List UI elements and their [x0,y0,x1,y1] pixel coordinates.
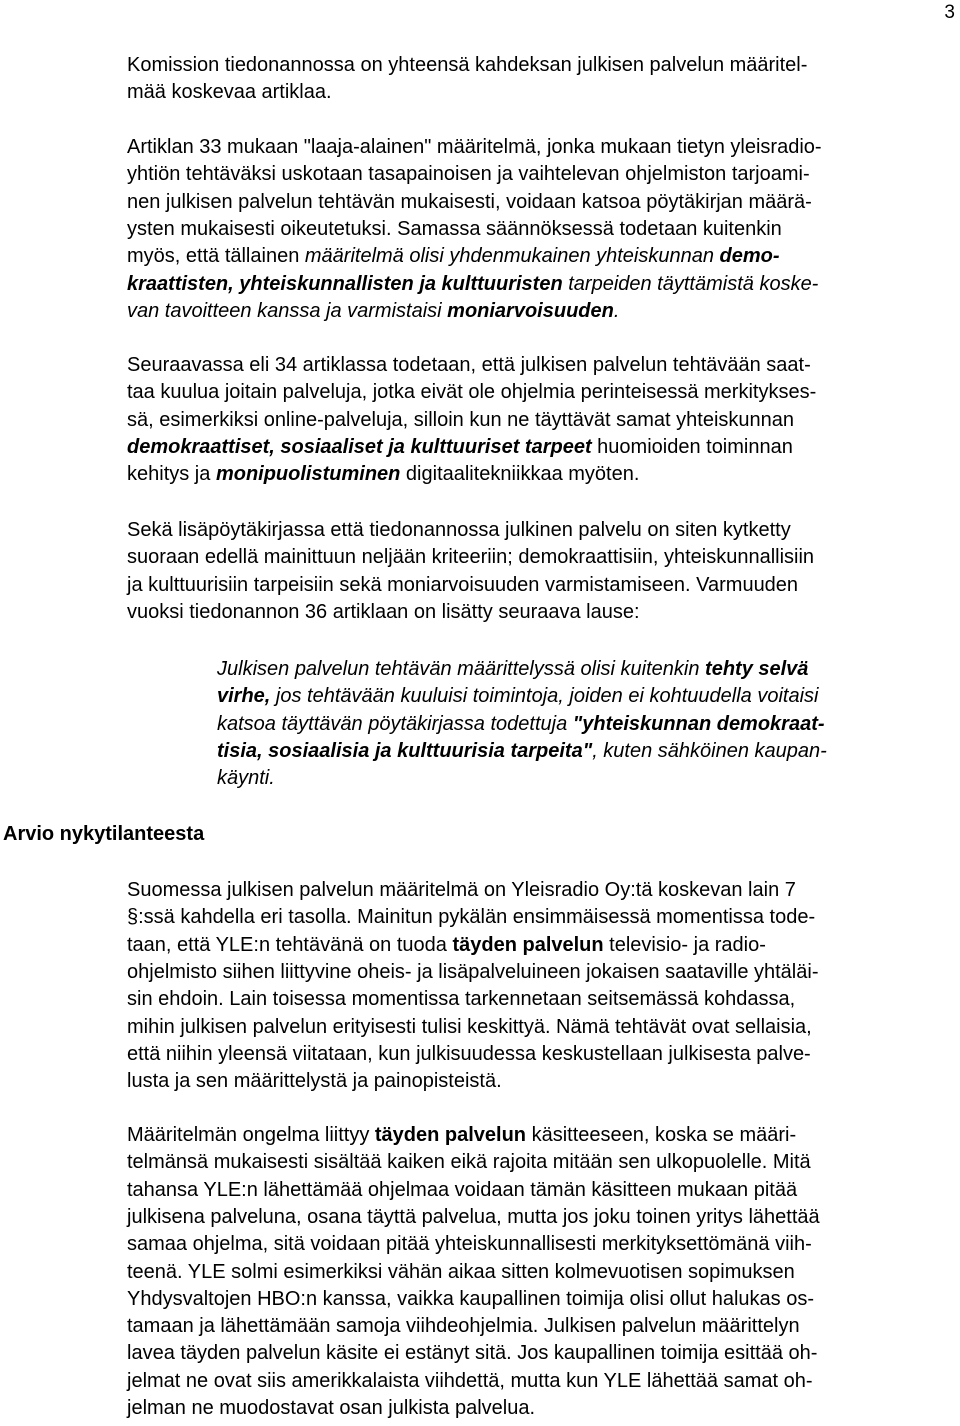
text-line [127,1069,502,1093]
text-run: . [613,299,620,322]
text-run: Komission tiedonannossa on yhteensä kahdeksan julkisen palvelun määritel- [127,54,808,76]
text-line [217,684,818,708]
text-run: suoraan edellä mainittuun neljään kriteeriin; demokraattisiin, yhteiskunnallisiin [127,546,815,569]
emphasis-text: monipuolistuminen [215,463,401,486]
text-line [127,53,807,77]
text-line [127,1341,817,1365]
text-run: käynti. [217,767,275,790]
text-line [217,657,808,681]
text-run: Sekä lisäpöytäkirjassa että tiedonannossa julkinen palvelu on siten kytketty [127,519,791,541]
text-run: sin ehdoin. Lain toisessa momentissa tarkennetaan seitsemässä kohdassa, [127,988,796,1011]
emphasis-text: demokraattiset, sosiaaliset ja kulttuuriset tarpeet [127,435,592,458]
emphasis-text: tisia, sosiaalisia ja kulttuurisia tarpeita" [217,739,593,762]
emphasis-text: demo- [719,245,780,268]
text-line [127,1287,814,1311]
text-run: sä, esimerkiksi online-palveluja, silloin kun ne täyttävät samat yhteiskunnan [127,408,795,431]
text-run: katsoa täyttävän pöytäkirjassa todettuja [217,712,573,735]
text-run: mää koskevaa artiklaa. [127,81,332,104]
text-run: Suomessa julkisen palvelun määritelmä on Yleisradio Oy:tä koskevan lain 7 [127,879,796,901]
page-number: 3 [944,2,955,23]
text-line [127,1178,797,1202]
text-line [127,299,619,323]
text-run: lavea täyden palvelun käsite ei estänyt sitä. Jos kaupallinen toimija esittää oh- [127,1342,818,1365]
text-line [127,933,766,957]
text-line [127,80,332,104]
text-line [127,878,796,902]
text-line [127,408,794,432]
text-line [127,1042,811,1066]
text-run: telmänsä mukaisesti sisältää kaiken eikä rajoita mitään sen ulkopuolelle. Mitä [127,1151,811,1174]
text-run: myös, että tällainen [127,245,305,268]
text-line [127,272,818,296]
emphasis-text: virhe, [217,685,271,708]
emphasis-text: tehty selvä [705,658,809,680]
text-line [127,1369,813,1393]
text-line [127,1123,796,1147]
text-run: taa kuulua joitain palveluja, jotka eivät ole ohjelmia perinteisessä merkitykses- [127,381,817,404]
text-line [217,739,827,763]
text-line [127,462,639,486]
text-run: televisio- ja radio- [603,933,766,956]
text-line [127,1232,812,1256]
text-run: tamaan ja lähettämään samoja viihdeohjelmia. Julkisen palvelun määrittelyn [127,1315,800,1338]
text-run: vuoksi tiedonannon 36 artiklaan on lisätty seuraava lause: [127,600,640,623]
text-line [127,905,815,929]
text-run: Seuraavassa eli 34 artiklassa todetaan, että julkisen palvelun tehtävään saat- [127,354,811,376]
text-run: Yhdysvaltojen HBO:n kanssa, vaikka kaupallinen toimija olisi ollut halukas os- [127,1287,815,1310]
text-line [127,573,798,597]
emphasis-text: "yhteiskunnan demokraat- [572,712,825,735]
emphasis-text: kraattisten, yhteiskunnallisten ja kulttuuristen [127,272,563,295]
text-line [127,380,816,404]
text-run: samaa ohjelma, sitä voidaan pitää yhteiskunnallisesti merkityksettömänä viih- [127,1233,812,1256]
text-run: jelman ne muodostavat osan julkista palvelua. [127,1397,536,1419]
text-run: digitaalitekniikkaa myöten. [400,463,640,486]
side-heading: Arvio nykytilanteesta [3,823,205,845]
text-run: Julkisen palvelun tehtävän määrittelyssä olisi kuitenkin [217,658,706,680]
text-line [127,1015,812,1039]
text-line [127,1205,820,1229]
text-run: että niihin yleensä viitataan, kun julkisuudessa keskustellaan julkisesta palve- [127,1042,811,1065]
text-run: mihin julkisen palvelun erityisesti tulisi keskittyä. Nämä tehtävät ovat sellaisia, [127,1015,812,1038]
text-run: määritelmä olisi yhdenmukainen yhteiskunnan [304,245,720,268]
text-line [127,518,791,542]
text-line [127,600,640,624]
text-line [217,712,825,736]
emphasis-text: moniarvoisuuden [447,299,614,322]
text-run: teenä. YLE solmi esimerkiksi vähän aikaa sitten kolmevuotisen sopimuksen [127,1260,795,1283]
text-run: , kuten sähköinen kaupan- [592,739,827,762]
text-run: Määritelmän ongelma liittyy [127,1124,375,1146]
text-line [127,545,814,569]
text-line [127,1150,811,1174]
text-line [127,244,780,268]
text-run: kehitys ja [127,463,216,486]
text-run: käsitteeseen, koska se määri- [526,1124,797,1146]
text-run: huomioiden toiminnan [591,435,793,458]
text-run: tarpeiden täyttämistä koske- [562,272,819,295]
text-line [127,1396,535,1420]
text-line [127,190,812,214]
emphasis-text: täyden palvelun [374,1124,527,1146]
text-run: §:ssä kahdella eri tasolla. Mainitun pykälän ensimmäisessä momentissa tode- [127,906,816,929]
text-run: nen julkisen palvelun tehtävän mukaisesti, voidaan katsoa pöytäkirjan määrä- [127,190,812,213]
text-line [127,217,782,241]
text-run: taan, että YLE:n tehtävänä on tuoda [127,933,453,956]
text-line [127,960,818,984]
text-run: ysten mukaisesti oikeutetuksi. Samassa säännöksessä todetaan kuitenkin [127,217,782,240]
text-run: lusta ja sen määrittelystä ja painopisteistä. [127,1070,502,1093]
text-run: Artiklan 33 mukaan "laaja-alainen" määritelmä, jonka mukaan tietyn yleisradio- [127,136,822,158]
text-run: ja kulttuurisiin tarpeisiin sekä moniarvoisuuden varmistamiseen. Varmuuden [127,573,799,596]
text-run: jos tehtävään kuuluisi toimintoja, joiden ei kohtuudella voitaisi [270,685,819,708]
text-run: tahansa YLE:n lähettämää ohjelmaa voidaan tämän käsitteen mukaan pitää [127,1178,798,1201]
text-line [127,162,810,186]
text-line [127,435,793,459]
text-line [127,353,811,377]
text-line [127,987,795,1011]
emphasis-text: täyden palvelun [452,933,604,956]
text-line [127,1260,795,1284]
text-line [217,766,275,790]
text-run: van tavoitteen kanssa ja varmistaisi [127,299,448,322]
text-run: yhtiön tehtäväksi uskotaan tasapainoisen ja vaihtelevan ohjelmiston tarjoami- [127,163,810,186]
text-run: jelmat ne ovat siis amerikkalaista viihdettä, mutta kun YLE lähettää samat oh- [127,1369,813,1392]
text-line [127,1314,800,1338]
text-line [127,135,822,159]
text-run: julkisena palveluna, osana täyttä palvelua, mutta jos joku toinen yritys lähettää [127,1205,820,1228]
text-run: ohjelmisto siihen liittyvine oheis- ja lisäpalveluineen jokaisen saataville yhtäläi- [127,960,819,983]
